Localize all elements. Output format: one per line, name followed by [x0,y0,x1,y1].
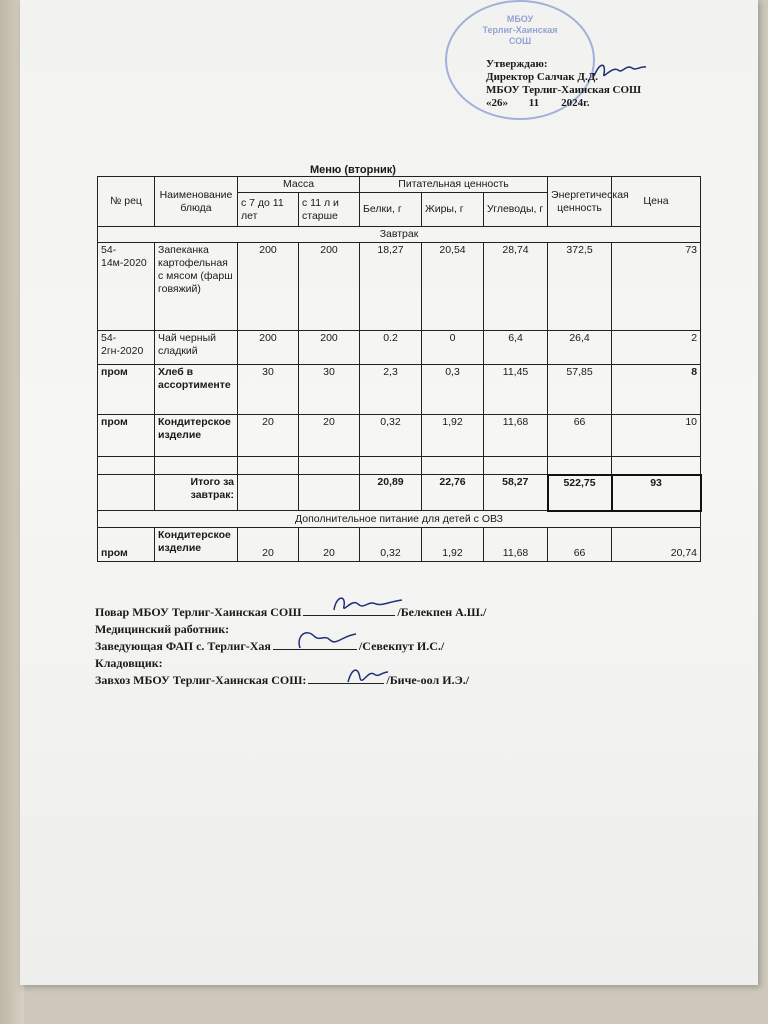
cook-line: Повар МБОУ Терлиг-Хаинская СОШ /Белекпен А.Ш./ [95,605,487,619]
cell-fat: 0,3 [422,365,484,415]
table-row-empty [98,457,701,475]
header-nutrition: Питательная ценность [360,177,548,193]
cell-carbs: 28,74 [484,243,548,331]
cell-rec: пром [98,415,155,457]
cell-name: Чай черный сладкий [155,331,238,365]
approval-date: «26» 11 2024г. [486,97,590,109]
cell-mass-a: 20 [238,527,299,561]
cell-energy: 57,85 [548,365,612,415]
supply-line: Завхоз МБОУ Терлиг-Хаинская СОШ: /Биче-оол И.Э./ [95,673,470,687]
cell-energy: 66 [548,415,612,457]
menu-title: Меню (вторник) [310,164,396,176]
header-price: Цена [612,177,701,227]
fap-signature [292,626,362,656]
cell-name: Запеканка картофельная с мясом (фарш говяжий) [155,243,238,331]
table-row [98,415,701,457]
header-carbs: Углеводы, г [484,193,548,227]
total-price: 93 [612,475,701,511]
cell-fat: 20,54 [422,243,484,331]
table-row [98,527,701,561]
storekeeper-line: Кладовщик: [95,656,163,670]
cell-price: 73 [612,243,701,331]
cell-rec: 54-14м-2020 [98,243,155,331]
cell-name: Кондитерское изделие [155,527,238,561]
cell-protein: 0.2 [360,331,422,365]
cell-mass-a: 200 [238,243,299,331]
cell-energy: 26,4 [548,331,612,365]
total-carbs: 58,27 [484,475,548,511]
table-row [98,243,701,331]
approval-label: Утверждаю: [486,58,548,70]
cell-price: 2 [612,331,701,365]
cell-protein: 0,32 [360,415,422,457]
header-protein: Белки, г [360,193,422,227]
table-row [98,331,701,365]
menu-table [97,176,702,562]
cell-energy: 66 [548,527,612,561]
approval-school: МБОУ Терлиг-Хаинская СОШ [486,84,642,96]
cell-price: 8 [612,365,701,415]
approval-block [486,58,686,110]
cell-carbs: 11,68 [484,527,548,561]
header-mass-a: с 7 до 11 лет [238,193,299,227]
cell-mass-a: 200 [238,331,299,365]
cell-mass-b: 200 [299,331,360,365]
cook-signature [328,592,408,618]
cell-name: Хлеб в ассортименте [155,365,238,415]
header-energy: Энергетическая ценность [548,177,612,227]
total-fat: 22,76 [422,475,484,511]
total-row [98,475,701,511]
total-energy: 522,75 [548,475,612,511]
cell-carbs: 11,68 [484,415,548,457]
cell-rec: пром [98,365,155,415]
director-signature [590,58,650,84]
cell-price: 20,74 [612,527,701,561]
fap-line: Заведующая ФАП с. Терлиг-Хая /Севекпут И.С./ [95,639,445,653]
total-protein: 20,89 [360,475,422,511]
cell-fat: 0 [422,331,484,365]
cell-carbs: 11,45 [484,365,548,415]
cell-mass-b: 20 [299,527,360,561]
cell-fat: 1,92 [422,415,484,457]
cell-mass-a: 20 [238,415,299,457]
stamp-line: Терлиг-Хаинская [482,25,558,35]
signatures-block [95,604,486,689]
cell-energy: 372,5 [548,243,612,331]
cell-protein: 18,27 [360,243,422,331]
cell-rec: пром [98,527,155,561]
cell-mass-a: 30 [238,365,299,415]
section-breakfast: Завтрак [98,227,701,243]
header-mass-b: с 11 л и старше [299,193,360,227]
section-extra: Дополнительное питание для детей с ОВЗ [98,511,701,528]
supply-signature [342,662,392,690]
cell-carbs: 6,4 [484,331,548,365]
cell-mass-b: 200 [299,243,360,331]
cell-mass-b: 20 [299,415,360,457]
cell-protein: 2,3 [360,365,422,415]
approval-director: Директор Салчак Д.Д. [486,71,599,83]
cell-mass-b: 30 [299,365,360,415]
header-fat: Жиры, г [422,193,484,227]
header-mass: Масса [238,177,360,193]
cell-name: Кондитерское изделие [155,415,238,457]
total-label: Итого за завтрак: [155,475,238,511]
header-rec: № рец [98,177,155,227]
table-row [98,365,701,415]
stamp-line: МБОУ [506,14,534,24]
cell-price: 10 [612,415,701,457]
medic-line: Медицинский работник: [95,622,230,636]
cell-fat: 1,92 [422,527,484,561]
cell-rec: 54-2гн-2020 [98,331,155,365]
stamp-line: СОШ [508,36,532,46]
header-name: Наименование блюда [155,177,238,227]
cell-protein: 0,32 [360,527,422,561]
